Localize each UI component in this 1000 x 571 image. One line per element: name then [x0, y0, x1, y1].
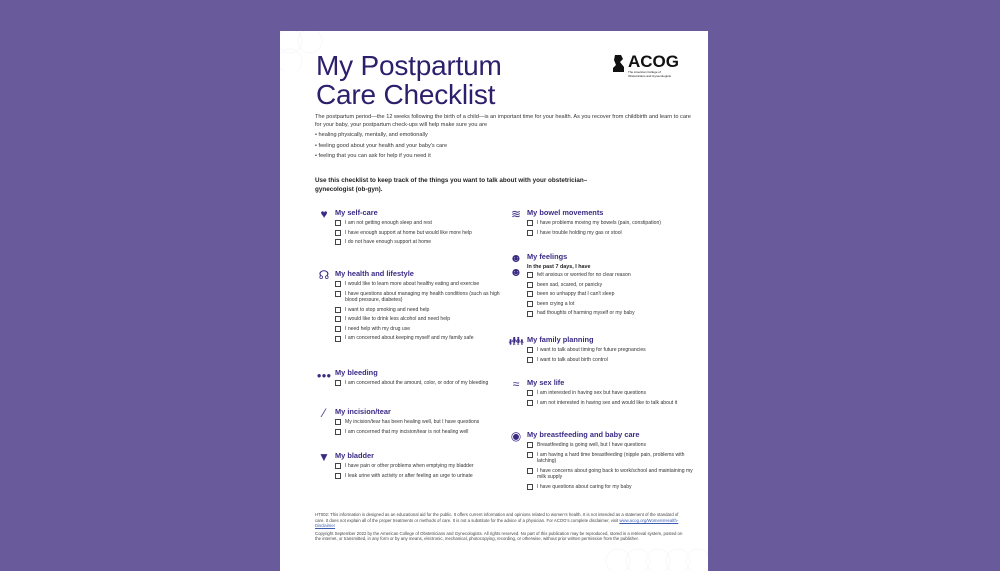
checklist-item[interactable]: [335, 335, 505, 341]
logo-name: ACOG: [628, 52, 679, 71]
checklist-item[interactable]: [527, 310, 697, 316]
checkbox[interactable]: [527, 311, 533, 317]
family-icon: 👪︎: [508, 334, 524, 348]
intro: [315, 113, 695, 163]
checklist-item-label: I have trouble holding my gas or stool: [537, 229, 622, 236]
checklist-item[interactable]: [335, 316, 505, 322]
checklist-item[interactable]: [335, 239, 505, 245]
checklist-instruction: Use this checklist to keep track of the things you want to talk about with your obstetrician–gynecologist (ob-gyn).: [315, 177, 588, 193]
checkbox[interactable]: [335, 307, 341, 313]
breastfeeding-icon: ◉: [510, 429, 522, 443]
section-title: My feelings: [527, 252, 568, 261]
section-title: My health and lifestyle: [335, 269, 414, 278]
checkbox[interactable]: [527, 220, 533, 226]
section-title: My sex life: [527, 378, 565, 387]
checklist-item-label: I have questions about caring for my baby: [537, 483, 632, 490]
section-title: My bowel movements: [527, 208, 604, 217]
checklist-item[interactable]: [335, 429, 505, 435]
disclaimer-link[interactable]: www.acog.org/WomensHealth-Disclaimer: [315, 517, 679, 528]
checkbox[interactable]: [335, 230, 341, 236]
checklist-item-label: I have concerns about going back to work/school and maintaining my milk supply: [537, 467, 693, 480]
intro-bullet: • feeling good about your health and your baby's care: [315, 142, 695, 150]
checkbox[interactable]: [335, 429, 341, 435]
checklist-item-label: I am concerned about the amount, color, or odor of my bleeding: [345, 380, 489, 386]
checklist-item-label: I have enough support at home but would like more help: [345, 229, 472, 236]
checkbox[interactable]: [335, 326, 341, 332]
logo-subtitle: The American College of Obstetricians and Gynecologists: [628, 70, 672, 78]
checklist-item[interactable]: [335, 220, 505, 226]
intro-text: The postpartum period—the 12 weeks following the birth of a child—is an important time for your health. As you recover from childbirth and learn to care for your baby, your postpartum check-ups will help make sure you are: [315, 114, 691, 128]
checklist-item-label: I want to talk about timing for future pregnancies: [537, 347, 646, 353]
checklist-item-label: felt anxious or worried for no clear reason: [537, 272, 631, 278]
checklist-item[interactable]: [335, 463, 505, 469]
checkbox[interactable]: [335, 419, 341, 425]
checklist-item-label: I am concerned that my incision/tear is not healing well: [345, 428, 469, 435]
checklist-item-label: I have pain or other problems when emptying my bladder: [345, 463, 474, 469]
section-title: My self-care: [335, 208, 378, 217]
checklist-item-label: been sad, scared, or panicky: [537, 281, 603, 288]
checklist-item-label: I need help with my drug use: [345, 325, 411, 332]
checklist-item-label: My incision/tear has been healing well, but I have questions: [345, 419, 480, 425]
checklist-item-label: I want to talk about birth control: [537, 356, 608, 363]
checklist-item[interactable]: [527, 390, 697, 396]
checklist-item-label: had thoughts of harming myself or my baby: [537, 310, 635, 317]
checklist-item[interactable]: [527, 301, 697, 307]
acog-emblem-icon: [612, 53, 626, 73]
checklist-item[interactable]: [527, 484, 697, 490]
checklist-item-label: I am concerned about keeping myself and my family safe: [345, 335, 474, 342]
footer: [315, 512, 685, 544]
checklist-item[interactable]: [335, 291, 505, 304]
faces-icon: ☻☻: [509, 251, 523, 279]
intro-bullet: • feeling that you can ask for help if you need it: [315, 152, 695, 160]
checklist-item[interactable]: [527, 347, 697, 353]
checklist-item-label: been so unhappy that I can't sleep: [537, 291, 615, 298]
checklist-page: [280, 31, 708, 571]
checklist-item[interactable]: [335, 326, 505, 332]
intro-bullet: • healing physically, mentally, and emotionally: [315, 131, 695, 139]
checklist-item-label: I am interested in having sex but have questions: [537, 390, 647, 396]
checklist-item[interactable]: [527, 442, 697, 448]
checkbox[interactable]: [335, 220, 341, 226]
checkbox[interactable]: [527, 291, 533, 297]
section-my-feelings: [509, 251, 697, 320]
checklist-item-label: I do not have enough support at home: [345, 239, 432, 246]
checkbox[interactable]: [527, 390, 533, 396]
section-my-family-planning: [508, 334, 697, 366]
checklist-item-label: I would like to drink less alcohol and need help: [345, 316, 451, 323]
page-title: My Postpartum Care Checklist: [316, 50, 502, 110]
drops-icon: ●●●: [316, 371, 332, 380]
section-my-bleeding: [316, 368, 505, 390]
copyright-text: Copyright September 2022 by the American College of Obstetricians and Gynecologists. All rights reserved. No part of this publication may be reproduced, stored in a retrieval system, posted on the internet, or transmitted, in any form or by any means, electronic, mechanical, photocopying, recording, or otherwise, without prior written permission from the publisher.: [315, 530, 683, 541]
section-title: My bladder: [335, 451, 375, 460]
acog-logo: [612, 53, 679, 78]
checkbox[interactable]: [527, 400, 533, 406]
checkbox[interactable]: [335, 239, 341, 245]
checkbox[interactable]: [527, 452, 533, 458]
section-title: My incision/tear: [335, 407, 391, 416]
checklist-item-label: I am having a hard time breastfeeding (nipple pain, problems with latching): [537, 451, 685, 464]
section-title: My breastfeeding and baby care: [527, 430, 640, 439]
section-title: My family planning: [527, 335, 594, 344]
checklist-item-label: been crying a lot: [537, 300, 575, 307]
checklist-item[interactable]: [527, 220, 697, 226]
checklist-item-label: I want to stop smoking and need help: [345, 306, 430, 313]
checkbox[interactable]: [527, 442, 533, 448]
checkbox[interactable]: [527, 282, 533, 288]
checklist-item[interactable]: [335, 380, 505, 386]
checklist-item[interactable]: [335, 281, 505, 287]
checklist-item-label: Breastfeeding is going well, but I have questions: [537, 442, 647, 448]
checkbox[interactable]: [335, 473, 341, 479]
section-my-sex-life: [512, 377, 697, 409]
disclaimer-text: HT002: This information is designed as an educational aid for the public. It offers current information and opinions related to women's health. It is not intended as a statement of the standard of care. It does not explain all of the proper treatments or methods of care. It is not a substitute for the advice of a physician. For ACOG's complete disclaimer, visit: [315, 512, 679, 523]
incision-icon: ⁄: [322, 406, 325, 420]
checklist-item[interactable]: [527, 282, 697, 288]
section-my-incision-tear: [322, 406, 505, 438]
checklist-item[interactable]: [527, 272, 697, 278]
checklist-item-label: I have problems moving my bowels (pain, constipation): [537, 220, 662, 226]
checkbox[interactable]: [335, 316, 341, 322]
bladder-icon: ▼: [318, 450, 330, 464]
checkbox[interactable]: [335, 336, 341, 342]
section-title: My bleeding: [335, 368, 378, 377]
checklist-item[interactable]: [527, 291, 697, 297]
checklist-item-label: I would like to learn more about healthy eating and exercise: [345, 281, 480, 287]
checklist-item-label: I have questions about managing my health conditions (such as high blood pressure, diabetes): [345, 290, 500, 303]
checkbox[interactable]: [527, 357, 533, 363]
stethoscope-icon: ☊: [318, 268, 330, 282]
checklist-item-label: I am not interested in having sex and would like to talk about it: [537, 399, 678, 406]
checklist-item[interactable]: [335, 419, 505, 425]
checkbox[interactable]: [527, 347, 533, 353]
checklist-item[interactable]: [527, 452, 697, 465]
checkbox[interactable]: [335, 281, 341, 287]
checkbox[interactable]: [527, 468, 533, 474]
checklist-item[interactable]: [527, 357, 697, 363]
section-my-health-and-lifestyle: [318, 268, 505, 345]
checkbox[interactable]: [527, 272, 533, 278]
checklist-item[interactable]: [335, 473, 505, 479]
section-my-bowel-movements: [510, 207, 697, 239]
checkbox[interactable]: [335, 291, 341, 297]
checklist-item[interactable]: [527, 400, 697, 406]
checkbox[interactable]: [335, 463, 341, 469]
section-my-breastfeeding-and-baby-care: [510, 429, 697, 493]
checkbox[interactable]: [527, 484, 533, 490]
checkbox[interactable]: [527, 230, 533, 236]
checklist-item[interactable]: [527, 468, 697, 481]
checklist-item-label: I leak urine with activity or after feeling an urge to urinate: [345, 472, 473, 479]
checklist-item[interactable]: [335, 230, 505, 236]
checklist-item[interactable]: [527, 230, 697, 236]
checkbox[interactable]: [335, 380, 341, 386]
section-my-self-care: [320, 207, 505, 249]
section-my-bladder: [318, 450, 505, 482]
intestine-icon: ≋: [510, 207, 522, 221]
checkbox[interactable]: [527, 301, 533, 307]
section-subtitle: In the past 7 days, I have: [527, 264, 591, 270]
checklist-item[interactable]: [335, 307, 505, 313]
couple-icon: ≈: [512, 377, 520, 391]
heart-icon: ♥: [320, 207, 328, 221]
checklist-item-label: I am not getting enough sleep and rest: [345, 220, 432, 226]
